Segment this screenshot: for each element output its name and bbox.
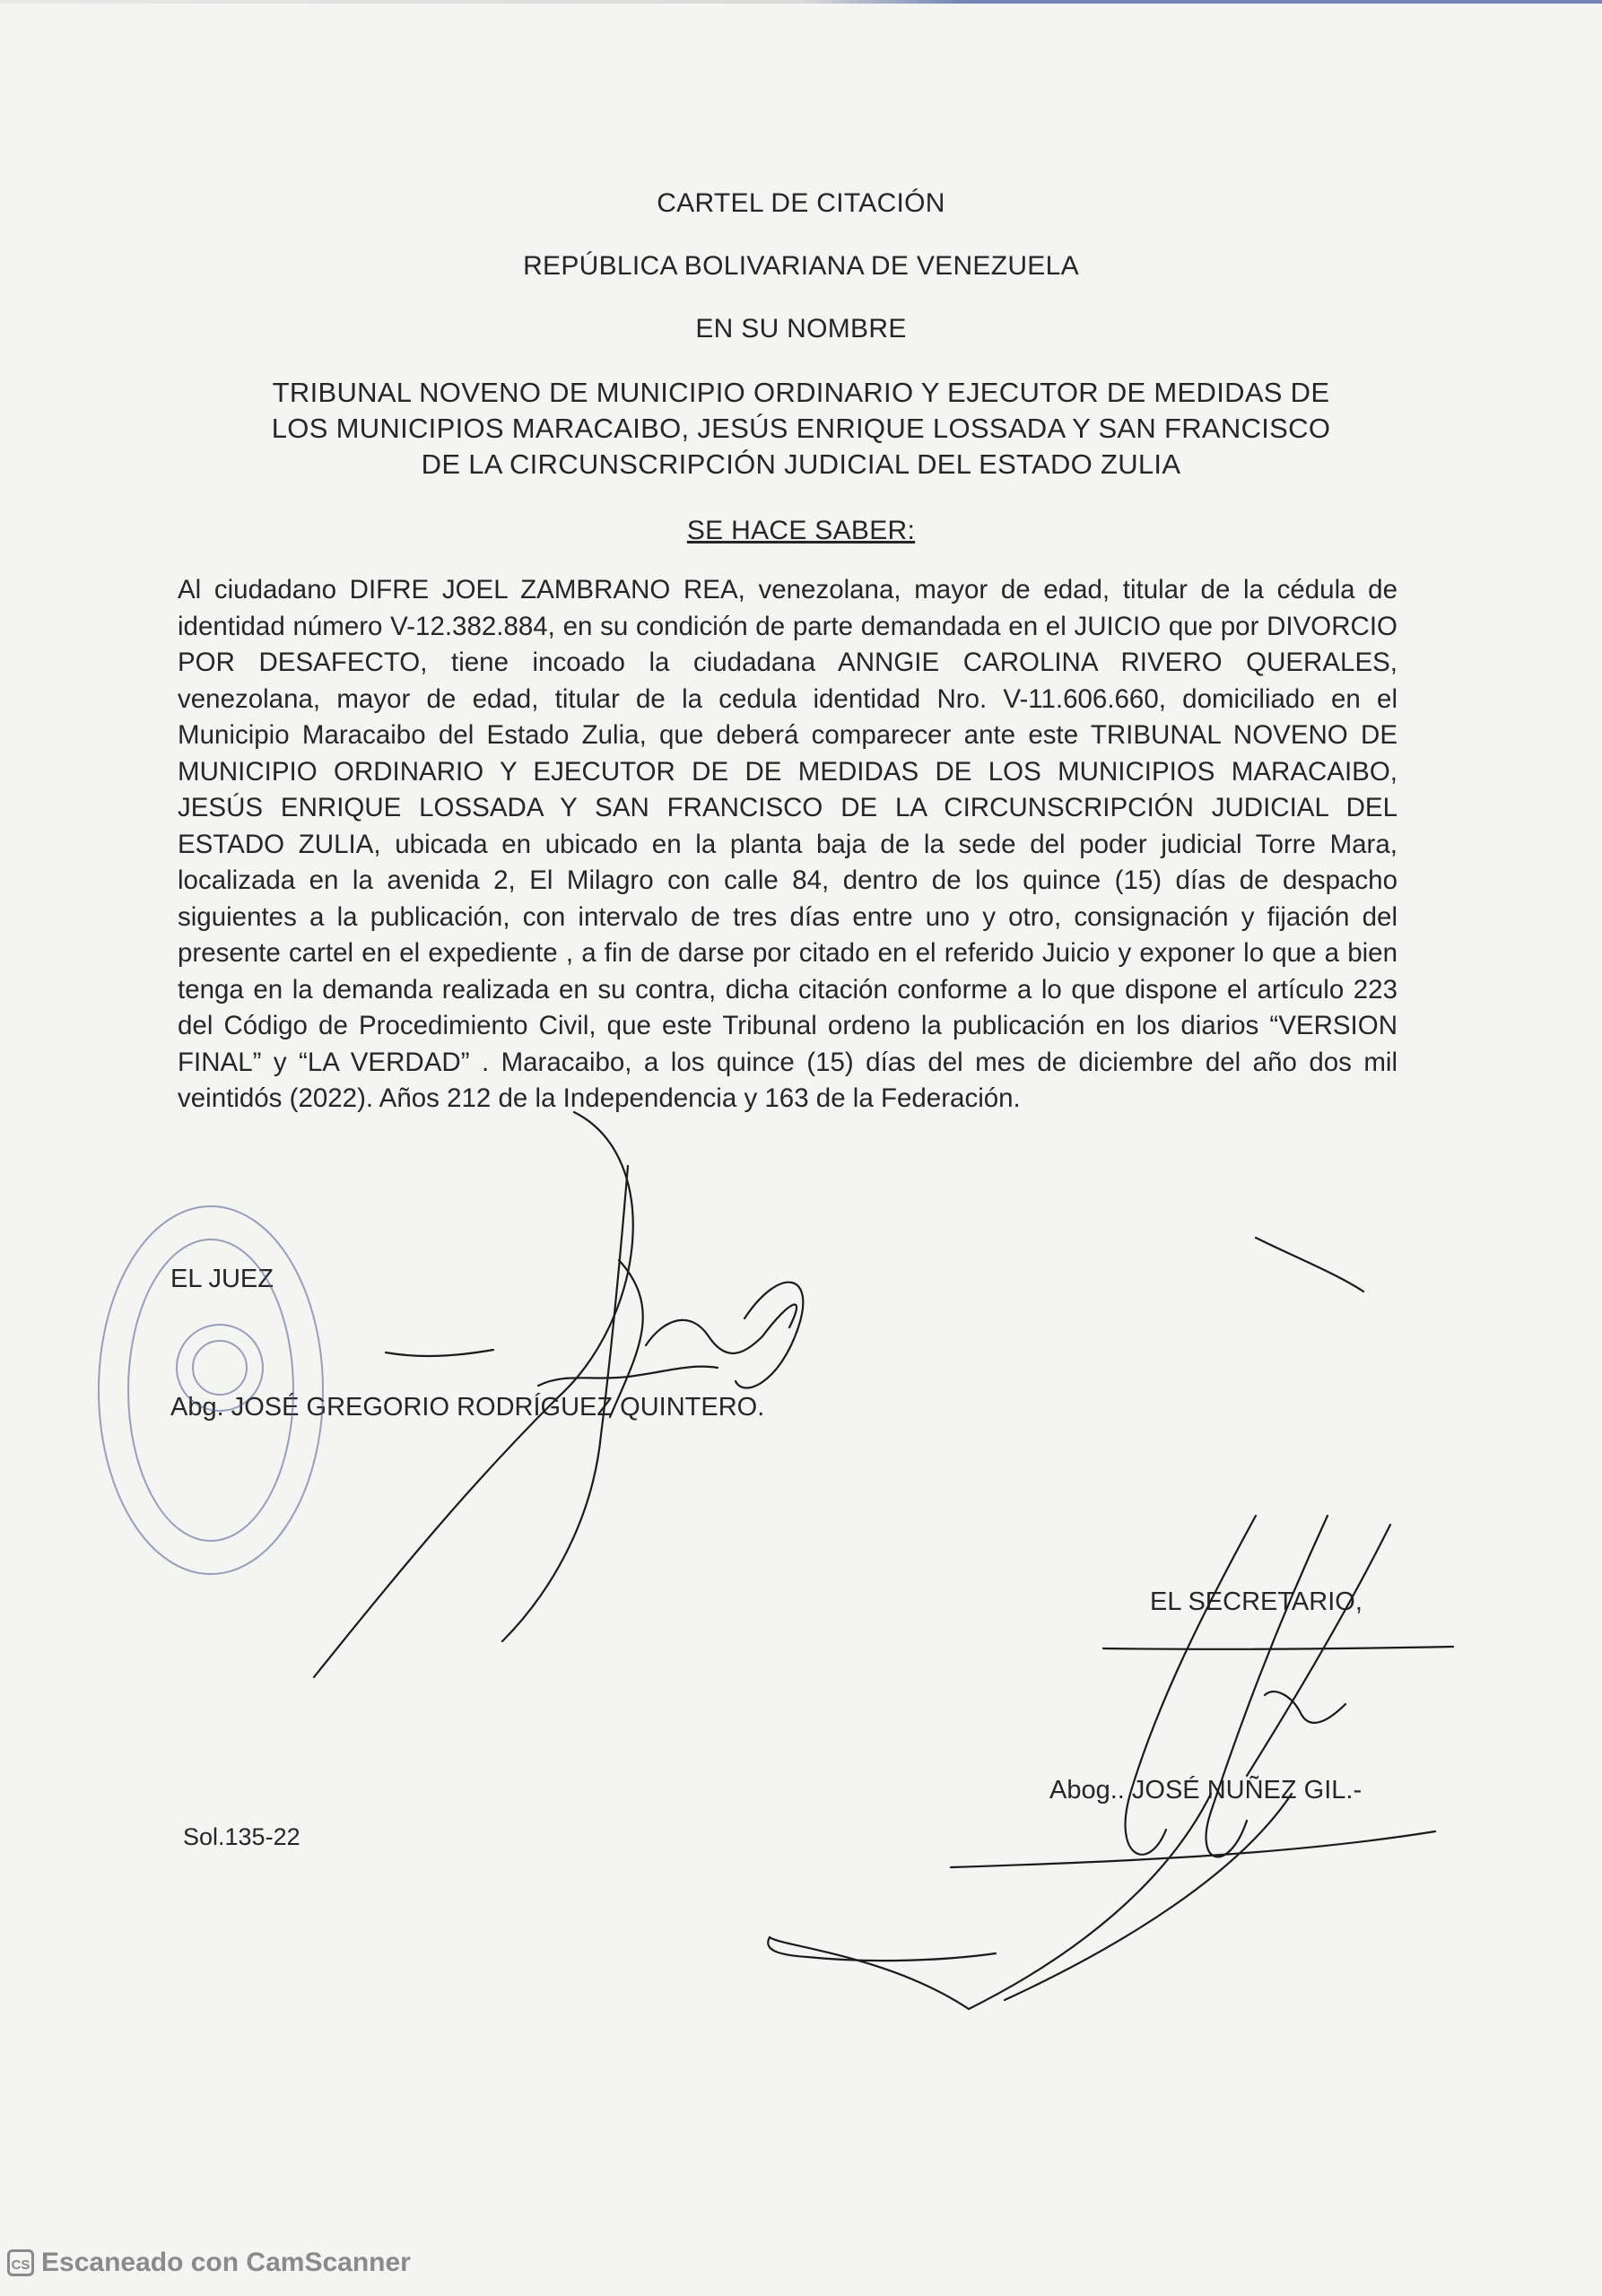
- secretary-name: Abog.. JOSÉ NUÑEZ GIL.-: [1049, 1776, 1363, 1805]
- court-heading: [0, 375, 1602, 483]
- country-heading: REPÚBLICA BOLIVARIANA DE VENEZUELA: [523, 251, 1079, 281]
- scanner-footer: [7, 2248, 411, 2278]
- secretary-title: EL SECRETARIO,: [1150, 1587, 1363, 1616]
- scan-edge: [0, 0, 1602, 4]
- scanner-footer-text: Escaneado con CamScanner: [41, 2248, 411, 2277]
- document-title: CARTEL DE CITACIÓN: [657, 188, 945, 218]
- in-name-heading: EN SU NOMBRE: [695, 314, 907, 344]
- citation-body: Al ciudadano DIFRE JOEL ZAMBRANO REA, venezolana, mayor de edad, titular de la cédula de identidad número V-12.382.884, en su condición de parte demandada en el JUICIO que por DIVORCIO POR DESAFECTO, tiene incoado la ciudadana ANNGIE CAROLINA RIVERO QUERALES, venezolana, mayor de edad, titular de la cedula identidad Nro. V-11.606.660, domiciliado en el Municipio Maracaibo del Estado Zulia, que deberá comparecer ante este TRIBUNAL NOVENO DE MUNICIPIO ORDINARIO Y EJECUTOR DE DE MEDIDAS DE LOS MUNICIPIOS MARACAIBO, JESÚS ENRIQUE LOSSADA Y SAN FRANCISCO DE LA CIRCUNSCRIPCIÓN JUDICIAL DEL ESTADO ZULIA, ubicada en ubicado en la planta baja de la sede del poder judicial Torre Mara, localizada en la avenida 2, El Milagro con calle 84, dentro de los quince (15) días de despacho siguientes a la publicación, con intervalo de tres días entre uno y otro, consignación y fijación del presente cartel en el expediente , a fin de darse por citado en el referido Juicio y exponer lo que a bien tenga en la demanda realizada en su contra, dicha citación conforme a lo que dispone el artículo 223 del Código de Procedimiento Civil, que este Tribunal ordeno la publicación en los diarios “VERSION FINAL” y “LA VERDAD” . Maracaibo, a los quince (15) días del mes de diciembre del año dos mil veintidós (2022). Años 212 de la Independencia y 163 de la Federación.: [178, 575, 1397, 1113]
- reference-number: Sol.135-22: [183, 1823, 300, 1850]
- judge-title: EL JUEZ: [170, 1265, 274, 1293]
- judge-name: Abg. JOSÉ GREGORIO RODRÍGUEZ QUINTERO.: [170, 1393, 765, 1422]
- hace-saber-heading: SE HACE SABER:: [686, 516, 916, 545]
- court-heading-text: TRIBUNAL NOVENO DE MUNICIPIO ORDINARIO Y EJECUTOR DE MEDIDAS DE LOS MUNICIPIOS MARACAIBO, JESÚS ENRIQUE LOSSADA Y SAN FRANCISCO DE LA CIRCUNSCRIPCIÓN JUDICIAL DEL ESTADO ZULIA: [271, 377, 1331, 480]
- court-seal-stamp: [99, 1206, 323, 1574]
- camscanner-logo-icon: CS: [7, 2249, 34, 2276]
